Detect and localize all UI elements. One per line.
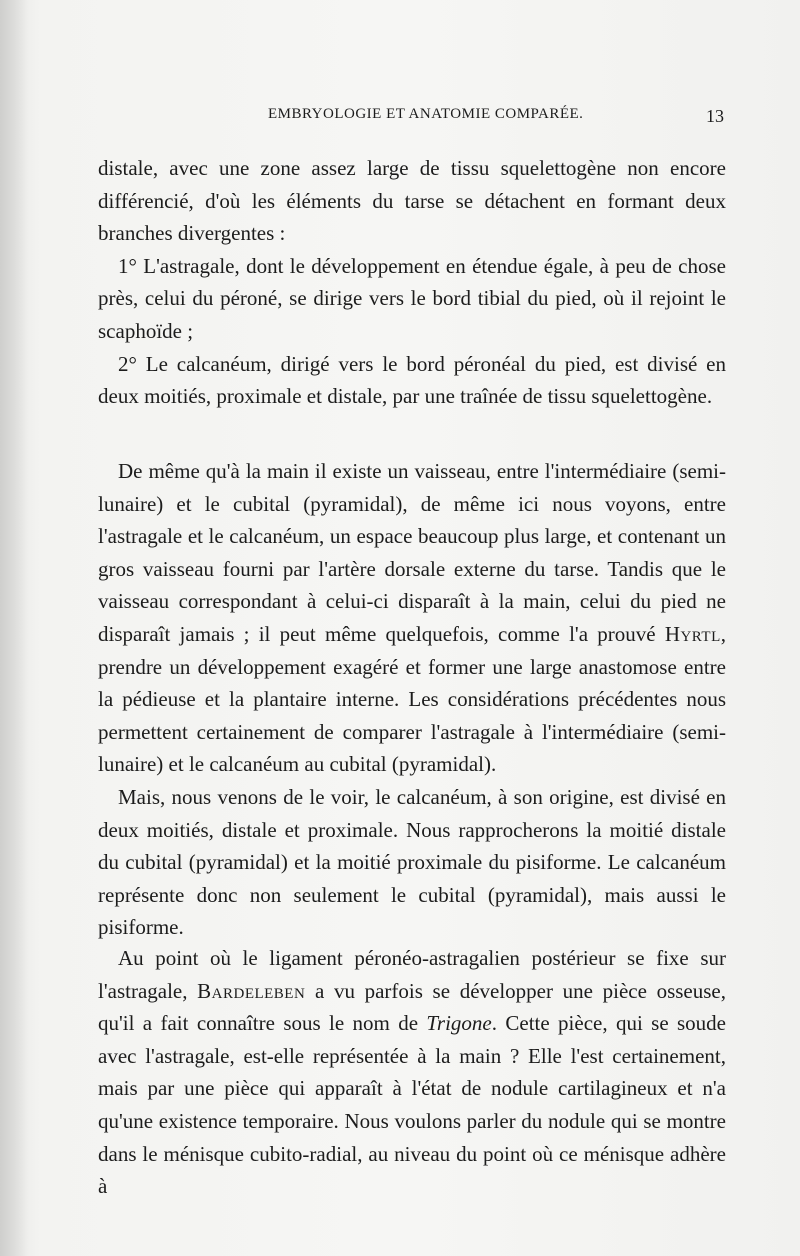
text-block-top (98, 152, 726, 413)
paragraph-trigone (98, 942, 726, 1203)
paragraph-trigone-text-c: . Cette pièce, qui se soude avec l'astragale, est-elle représentée à la main ? Elle l'est certainement, mais par une pièce qui apparaît à l'état de nodule cartilagineux et n'a qu'une existence temporaire. Nous voulons parler du nodule qui se montre dans le ménisque cubito-radial, au niveau du point où ce ménisque adhère à (98, 1011, 726, 1199)
text-block-bottom (98, 942, 726, 1203)
paragraph-calcaneum: 2° Le calcanéum, dirigé vers le bord péronéal du pied, est divisé en deux moitiés, proximale et distale, par une traînée de tissu squelettogène. (98, 351, 726, 409)
paragraph-vaisseau (98, 455, 726, 781)
paragraph-vaisseau-text-a: De même qu'à la main il existe un vaisseau, entre l'intermédiaire (semi-lunaire) et le cubital (pyramidal), de même ici nous voyons, entre l'astragale et le calcanéum, un espace beaucoup plus large, et contenant un gros vaisseau fourni par l'artère dorsale externe du tarse. Tandis que le vaisseau correspondant à celui-ci disparaît à la main, celui du pied ne disparaît jamais ; il peut même quelquefois, comme l'a prouvé (98, 459, 726, 646)
term-trigone: Trigone (426, 1011, 492, 1036)
author-name-bardeleben: Bardeleben (197, 978, 306, 1003)
running-header: EMBRYOLOGIE ET ANATOMIE COMPARÉE. (268, 106, 584, 122)
paragraph-trigone-text-a: Au point où le ligament péronéo-astragalien postérieur se fixe sur l'astragale, (98, 946, 726, 1003)
page-number: 13 (706, 106, 724, 126)
paragraph-pisiforme: Mais, nous venons de le voir, le calcanéum, à son origine, est divisé en deux moitiés, distale et proximale. Nous rapprocherons la moitié distale du cubital (pyramidal) et la moitié proximale du pisiforme. Le calcanéum représente donc non seulement le cubital (pyramidal), mais aussi le pisiforme. (98, 784, 726, 940)
text-block-middle (98, 455, 726, 944)
paragraph-trigone-text-b: a vu parfois se développer une pièce osseuse, qu'il a fait connaître sous le nom de (98, 978, 726, 1036)
author-name-hyrtl: Hyrtl (664, 621, 721, 646)
paragraph-astragale: 1° L'astragale, dont le développement en étendue égale, à peu de chose près, celui du péroné, se dirige vers le bord tibial du pied, où il rejoint le scaphoïde ; (98, 253, 726, 343)
paragraph-continuation: distale, avec une zone assez large de tissu squelettogène non encore différencié, d'où les éléments du tarse se détachent en formant deux branches divergentes : (98, 156, 726, 246)
binding-shadow (0, 0, 28, 1256)
paragraph-vaisseau-text-b: , prendre un développement exagéré et former une large anastomose entre la pédieuse et la plantaire interne. Les considérations précédentes nous permettent certainement de comparer l'astragale à l'intermédiaire (semi-lunaire) et le calcanéum au cubital (pyramidal). (98, 621, 726, 777)
